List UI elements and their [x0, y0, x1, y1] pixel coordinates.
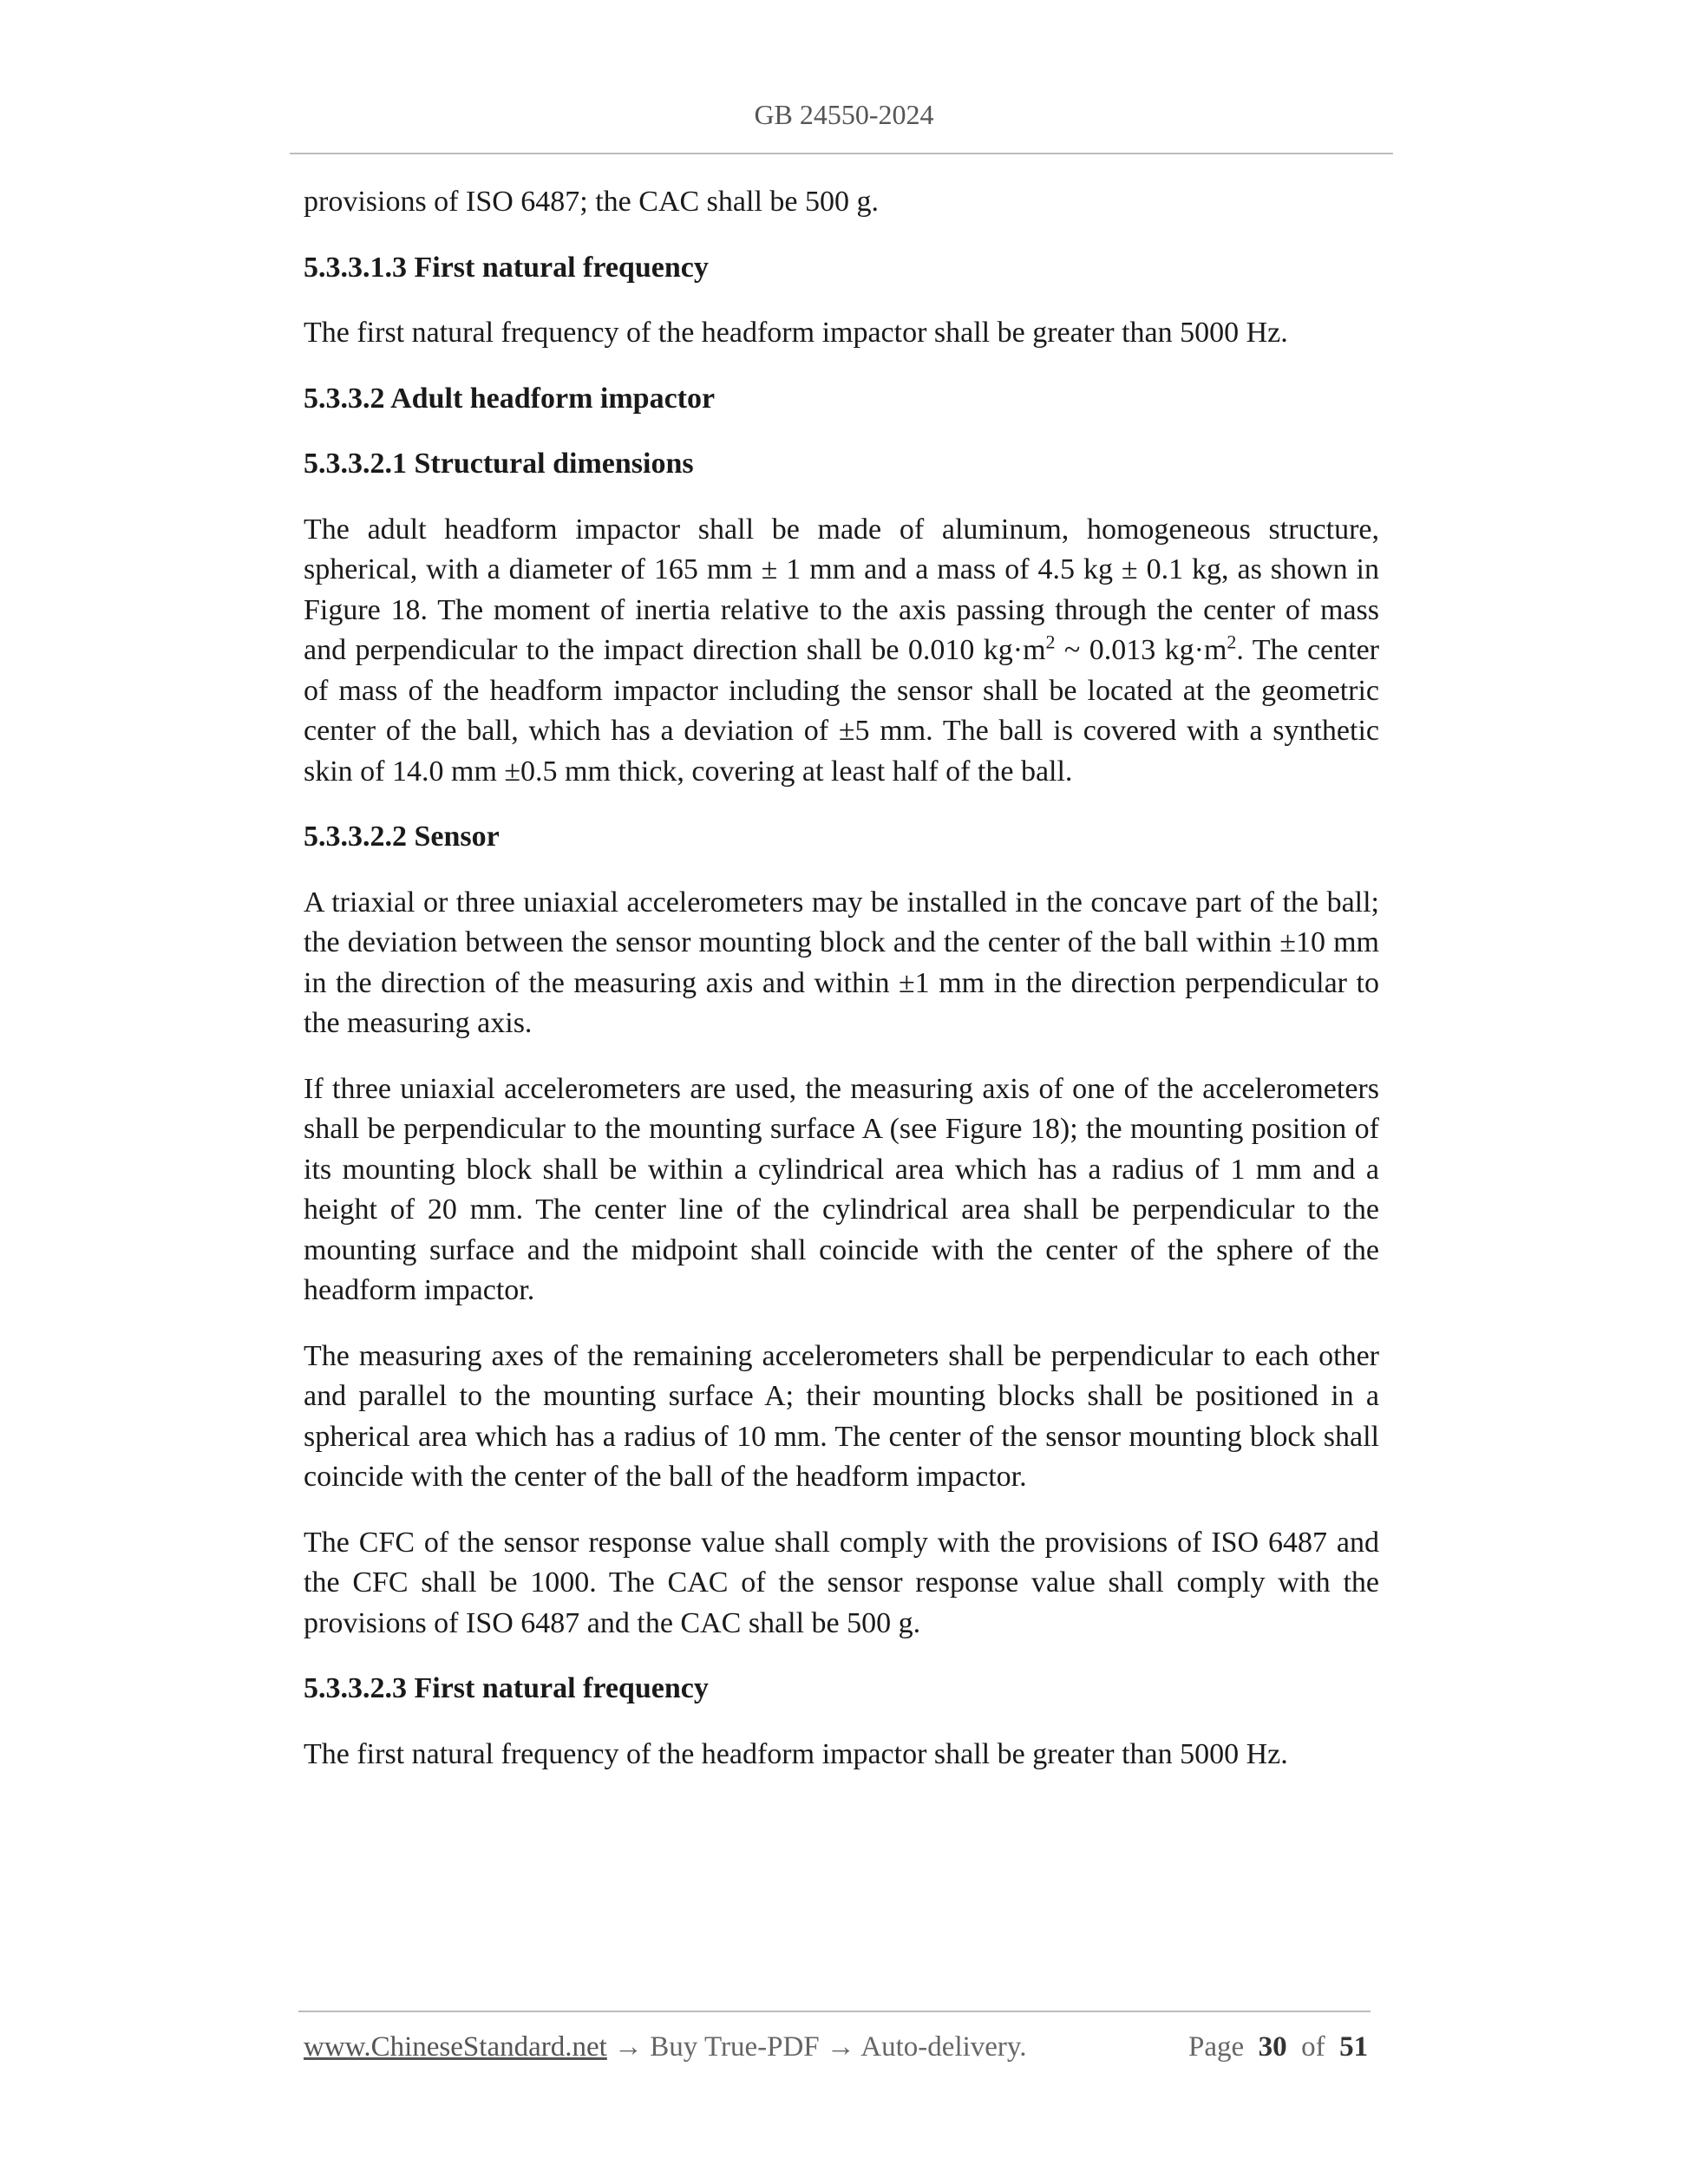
section-heading-5-3-3-1-3: 5.3.3.1.3 First natural frequency [304, 251, 709, 284]
superscript-squared: 2 [1045, 631, 1056, 653]
section-heading-5-3-3-2-1: 5.3.3.2.1 Structural dimensions [304, 448, 694, 480]
paragraph-uniaxial-accelerometers: If three uniaxial accelerometers are used, the measuring axis of one of the accelerometers shall be perpendicular to the mounting surface A (see Figure 18); the mounting position of its mounting block shall be within a cylindrical area which has a radius of 1 mm and a height of 20 mm. The center line of the cylindrical area shall be perpendicular to the mounting surface and the midpoint shall coincide with the center of the sphere of the headform impactor. [304, 1072, 1379, 1306]
website-link[interactable]: www.ChineseStandard.net [304, 2031, 607, 2063]
page-content [304, 182, 1379, 1775]
footer-promo [304, 2031, 1027, 2063]
structural-text-part-2: ~ 0.013 kg·m [1055, 634, 1227, 666]
paragraph-structural-dimensions [304, 510, 1379, 793]
paragraph-remaining-accelerometers: The measuring axes of the remaining accelerometers shall be perpendicular to each other and parallel to the mounting surface A; their mounting blocks shall be positioned in a spherical area which has a radius of 10 mm. The center of the sensor mounting block shall coincide with the center of the ball of the headform impactor. [304, 1339, 1379, 1493]
section-heading-5-3-3-2-2: 5.3.3.2.2 Sensor [304, 821, 500, 853]
footer-divider [298, 2011, 1371, 2012]
page-indicator [1188, 2031, 1368, 2063]
section-heading-5-3-3-2: 5.3.3.2 Adult headform impactor [304, 382, 716, 415]
document-header-id: GB 24550-2024 [754, 99, 934, 130]
total-page-number: 51 [1339, 2031, 1369, 2063]
page-label: Page [1188, 2031, 1245, 2063]
section-heading-5-3-3-2-3: 5.3.3.2.3 First natural frequency [304, 1672, 709, 1704]
paragraph-first-natural-frequency-1: The first natural frequency of the headform impactor shall be greater than 5000 Hz. [304, 317, 1288, 349]
current-page-number: 30 [1258, 2031, 1287, 2063]
footer-promo-text: → Buy True-PDF → Auto-delivery. [606, 2031, 1027, 2063]
paragraph-first-natural-frequency-2: The first natural frequency of the headform impactor shall be greater than 5000 Hz. [304, 1737, 1288, 1770]
superscript-squared: 2 [1227, 631, 1237, 653]
paragraph-cfc-cac: The CFC of the sensor response value shall comply with the provisions of ISO 6487 and the CFC shall be 1000. The CAC of the sensor response value shall comply with the provisions of ISO 6487 and the CAC shall be 500 g. [304, 1526, 1379, 1639]
paragraph-sensor-installation: A triaxial or three uniaxial accelerometers may be installed in the concave part of the ball; the deviation between the sensor mounting block and the center of the ball within ±10 mm in the direction of the measuring axis and within ±1 mm in the direction perpendicular to the measuring axis. [304, 886, 1379, 1039]
page-of-label: of [1301, 2031, 1325, 2063]
paragraph-continuation: provisions of ISO 6487; the CAC shall be 500 g. [304, 186, 879, 218]
structural-text-part-1: The adult headform impactor shall be made of aluminum, homogeneous structure, spherical, with a diameter of 165 mm ± 1 mm and a mass of 4.5 kg ± 0.1 kg, as shown in Figure 18. The moment of inertia relative to the axis passing through the center of mass and perpendicular to the impact direction shall be 0.010 kg·m [304, 513, 1379, 666]
structural-text-part-3: . The center of mass of the headform impactor including the sensor shall be located at the geometric center of the ball, which has a deviation of ±5 mm. The ball is covered with a synthetic skin of 14.0 mm ±0.5 mm thick, covering at least half of the ball. [304, 634, 1379, 788]
header-divider [290, 153, 1393, 154]
